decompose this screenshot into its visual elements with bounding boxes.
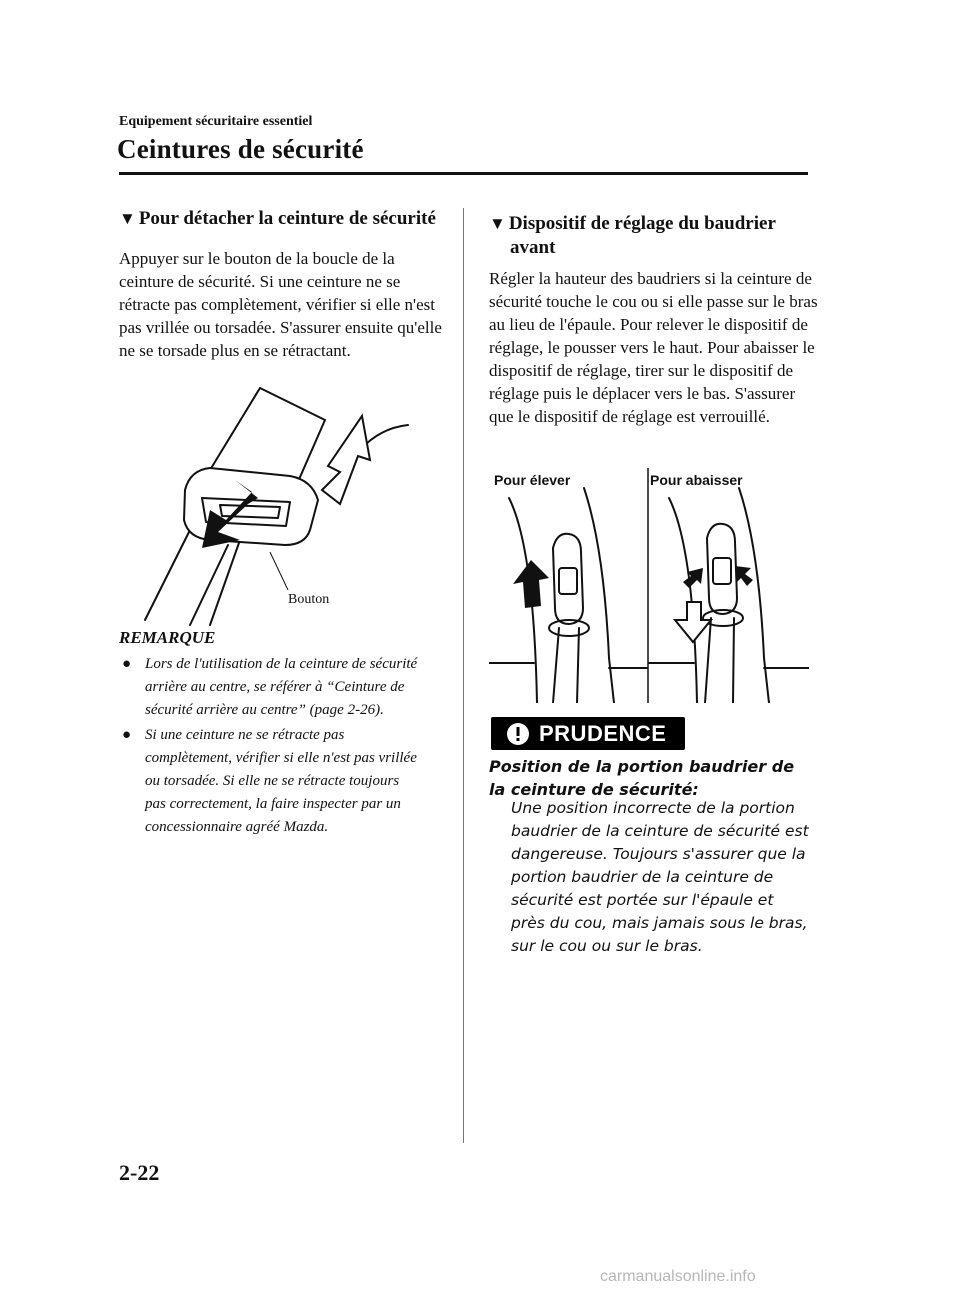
left-heading	[119, 207, 449, 231]
note-item	[119, 724, 419, 839]
section-label: Equipement sécuritaire essentiel	[119, 114, 313, 129]
buckle-release-illustration	[140, 380, 420, 630]
page-title: Ceintures de sécurité	[117, 134, 364, 164]
caution-badge	[491, 717, 685, 750]
right-heading-line2: avant	[510, 237, 556, 258]
column-divider	[463, 208, 464, 1143]
caution-text: Une position incorrecte de la portion baudrier de la ceinture de sécurité est dangereuse. Toujours s'assurer que la portion baudrier de la ceinture de sécurité est portée sur l'épaule et près du cou, mais jamais sous le bras, sur le cou ou sur le bras.	[511, 799, 809, 955]
figure-label-lower: Pour abaisser	[650, 472, 743, 488]
triangle-marker-icon: ▼	[489, 214, 506, 233]
caution-badge-label: PRUDENCE	[539, 720, 667, 746]
page-number: 2-22	[119, 1160, 160, 1185]
right-paragraph: Régler la hauteur des baudriers si la ceinture de sécurité touche le cou ou si elle passe sur le bras au lieu de l'épaule. Pour relever le dispositif de réglage, le pousser vers le haut. Pour abaisser le dispositif de réglage, tirer sur le dispositif de réglage puis le déplacer vers le bas. S'assurer que le dispositif de réglage est verrouillé.	[489, 269, 818, 426]
bullet-icon: ●	[122, 727, 132, 743]
remarque-notes	[119, 653, 419, 841]
note-text: Lors de l'utilisation de la ceinture de sécurité arrière au centre, se référer à “Ceinture de sécurité arrière au centre” (page 2-26).	[145, 656, 418, 718]
remarque-title: REMARQUE	[119, 628, 216, 647]
bullet-icon: ●	[122, 656, 132, 672]
triangle-marker-icon: ▼	[119, 209, 136, 228]
note-item	[119, 653, 419, 722]
right-heading	[489, 212, 819, 260]
left-paragraph: Appuyer sur le bouton de la boucle de la ceinture de sécurité. Si une ceinture ne se rétracte pas complètement, vérifier si elle n'est pas vrillée ou torsadée. S'assurer ensuite qu'elle ne se torsade plus en se rétractant.	[119, 249, 442, 360]
caution-heading: Position de la portion baudrier de la ceinture de sécurité:	[489, 757, 795, 799]
left-heading-text: Pour détacher la ceinture de sécurité	[138, 208, 436, 229]
warning-icon	[503, 722, 533, 746]
note-text: Si une ceinture ne se rétracte pas complètement, vérifier si elle n'est pas vrillée ou torsadée. Si elle ne se rétracte toujours pas correctement, la faire inspecter par un concessionnaire agréé Mazda.	[145, 727, 417, 835]
right-heading-line1: Dispositif de réglage du baudrier	[508, 213, 776, 234]
title-rule	[119, 172, 808, 175]
watermark: carmanualsonline.info	[600, 1268, 756, 1285]
shoulder-adjuster-illustration	[489, 468, 809, 703]
figure-label-raise: Pour élever	[494, 472, 571, 488]
bouton-label: Bouton	[288, 592, 330, 607]
